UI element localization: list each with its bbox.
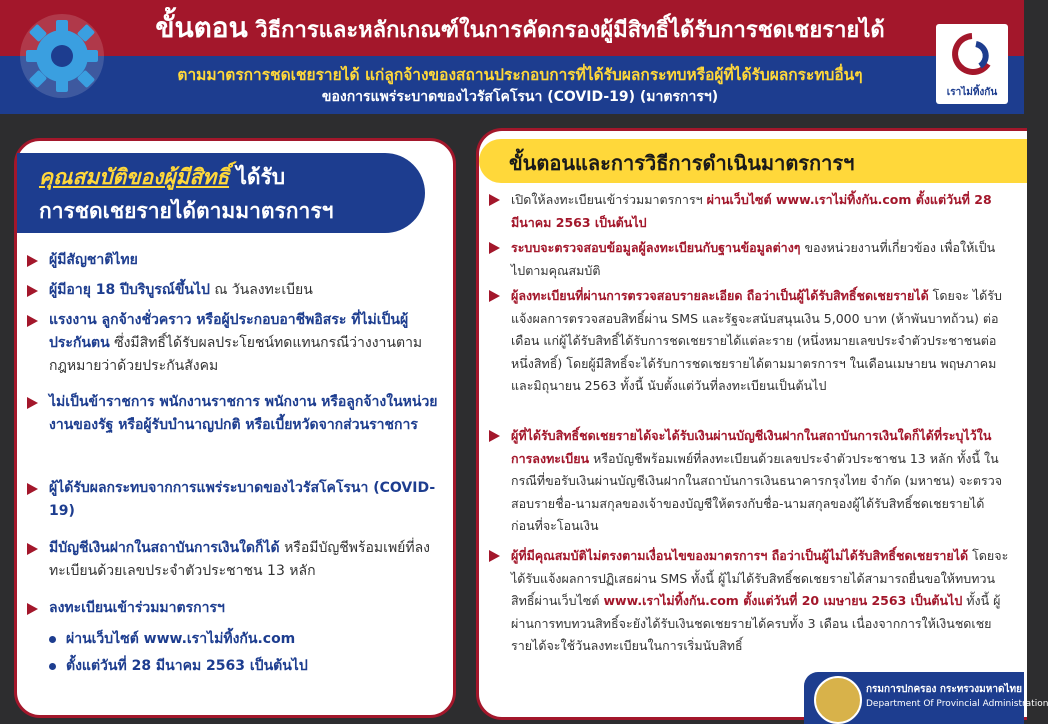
eligibility-heading-emphasis: คุณสมบัติของผู้มีสิทธิ์ — [39, 165, 230, 189]
arrow-bullet-icon — [27, 543, 38, 555]
arrow-bullet-icon — [27, 315, 38, 327]
procedure-step: ผู้ที่มีคุณสมบัติไม่ตรงตามเงื่อนไขของมาตรการฯ ถือว่าเป็นผู้ไม่ได้รับสิทธิ์ชดเชยรายได้ โดยจะได้รับแจ้งผลการปฏิเสธผ่าน SMS ทั้งนี้ ผู้ไม่ได้รับสิทธิ์ชดเชยรายได้สามารถยื่นขอให้ทบทวนสิทธิ์ผ่านเว็บไซต์ www.เราไม่ทิ้งกัน.com ตั้งแต่วันที่ 20 เมษายน 2563 เป็นต้นไป ทั้งนี้ ผู้ผ่านการทบทวนสิทธิ์จะยังได้รับเงินชดเชยรายได้ครบทั้ง 3 เดือน เนื่องจากการให้เงินชดเชยรายได้จะใช้วันลงทะเบียนในการเริ่มนับสิทธิ์ — [489, 545, 1009, 658]
page-subtitle-2: ของการแพร่ระบาดของไวรัสโคโรนา (COVID-19) (มาตรการฯ) — [321, 89, 719, 105]
eligibility-heading-line2: การชดเชยรายได้ตามมาตรการฯ — [39, 199, 334, 223]
eligibility-item: มีบัญชีเงินฝากในสถาบันการเงินใดก็ได้ หรือมีบัญชีพร้อมเพย์ที่ลงทะเบียนด้วยเลขประจำตัวประชาชน 13 หลัก — [27, 537, 441, 583]
arrow-bullet-icon — [27, 397, 38, 409]
arrow-bullet-icon — [27, 285, 38, 297]
page-title — [120, 6, 920, 50]
arrow-bullet-icon — [27, 255, 38, 267]
eligibility-heading-banner — [17, 153, 425, 233]
eligibility-heading-rest: ได้รับ — [229, 165, 286, 189]
procedure-panel — [476, 128, 1027, 720]
arrow-bullet-icon — [27, 483, 38, 495]
eligibility-panel — [14, 138, 456, 718]
campaign-logo-text: เราไม่ทิ้งกัน — [946, 87, 998, 98]
registration-start-date: ตั้งแต่วันที่ 28 มีนาคม 2563 เป็นต้นไป — [49, 655, 308, 677]
procedure-step: เปิดให้ลงทะเบียนเข้าร่วมมาตรการฯ ผ่านเว็บไซต์ www.เราไม่ทิ้งกัน.com ตั้งแต่วันที่ 28 มีนาคม 2563 เป็นต้นไป — [489, 189, 1009, 234]
registration-website: ผ่านเว็บไซต์ www.เราไม่ทิ้งกัน.com — [49, 628, 295, 650]
eligibility-item: ผู้ได้รับผลกระทบจากการแพร่ระบาดของไวรัสโคโรนา (COVID-19) — [27, 477, 441, 523]
eligibility-item: ผู้มีอายุ 18 ปีบริบูรณ์ขึ้นไป ณ วันลงทะเบียน — [27, 279, 441, 302]
title-rest: วิธีการและหลักเกณฑ์ในการคัดกรองผู้มีสิทธิ์ได้รับการชดเชยรายได้ — [247, 18, 885, 43]
procedure-step: ผู้ลงทะเบียนที่ผ่านการตรวจสอบรายละเอียด ถือว่าเป็นผู้ได้รับสิทธิ์ชดเชยรายได้ โดยจะ ได้รับแจ้งผลการตรวจสอบสิทธิ์ผ่าน SMS และรัฐจะสนับสนุนเงิน 5,000 บาท (ห้าพันบาทถ้วน) ต่อเดือน แก่ผู้ได้รับสิทธิ์ได้รับการชดเชยรายได้แต่ละราย (หนึ่งหมายเลขประจำตัวประชาชนต่อหนึ่งสิทธิ์) โดยผู้มีสิทธิ์จะได้รับการชดเชยรายได้ตามมาตรการฯ ในเดือนเมษายน พฤษภาคม และมิถุนายน 2563 ทั้งนี้ นับตั้งแต่วันที่ลงทะเบียนเป็นต้นไป — [489, 285, 1009, 398]
eligibility-item: แรงงาน ลูกจ้างชั่วคราว หรือผู้ประกอบอาชีพอิสระ ที่ไม่เป็นผู้ประกันตน ซึ่งมีสิทธิ์ได้รับผลประโยชน์ทดแทนกรณีว่างงานตามกฎหมายว่าด้วยประกันสังคม — [27, 309, 441, 378]
procedure-heading-banner — [479, 139, 1027, 183]
department-seal-icon — [814, 676, 862, 724]
procedure-heading: ขั้นตอนและการวิธีการดำเนินมาตรการฯ — [509, 151, 855, 175]
arrow-bullet-icon — [489, 242, 500, 254]
arrow-bullet-icon — [489, 194, 500, 206]
arrow-bullet-icon — [489, 290, 500, 302]
arrow-bullet-icon — [489, 430, 500, 442]
campaign-logo — [936, 24, 1008, 104]
procedure-step: ระบบจะตรวจสอบข้อมูลผู้ลงทะเบียนกับฐานข้อมูลต่างๆ ของหน่วยงานที่เกี่ยวข้อง เพื่อให้เป็นไปตามคุณสมบัติ — [489, 237, 1009, 282]
arrow-bullet-icon — [489, 550, 500, 562]
title-highlight: ขั้นตอน — [155, 11, 248, 44]
eligibility-item: ไม่เป็นข้าราชการ พนักงานราชการ พนักงาน หรือลูกจ้างในหน่วยงานของรัฐ หรือผู้รับบำนาญปกติ หรือเบี้ยหวัดจากส่วนราชการ — [27, 391, 441, 437]
arrow-bullet-icon — [27, 603, 38, 615]
campaign-logo-icon — [936, 24, 1008, 84]
department-footer — [804, 672, 1048, 724]
department-name-th: กรมการปกครอง กระทรวงมหาดไทย — [866, 684, 1022, 695]
eligibility-item: ผู้มีสัญชาติไทย — [27, 249, 441, 272]
procedure-step: ผู้ที่ได้รับสิทธิ์ชดเชยรายได้จะได้รับเงินผ่านบัญชีเงินฝากในสถาบันการเงินใดก็ได้ที่ระบุไว้ในการลงทะเบียน หรือบัญชีพร้อมเพย์ที่ลงทะเบียนด้วยเลขประจำตัวประชาชน 13 หลัก ทั้งนี้ ในกรณีที่ขอรับเงินผ่านบัญชีเงินฝากในสถาบันการเงินธนาคารกรุงไทย จำกัด (มหาชน) จะตรวจสอบรายชื่อ-นามสกุลของเจ้าของบัญชีให้ตรงกับชื่อ-นามสกุลของผู้ได้รับสิทธิ์ชดเชยรายได้ ก่อนที่จะโอนเงิน — [489, 425, 1009, 538]
dot-bullet-icon — [49, 663, 56, 670]
department-name-en: Department Of Provincial Administration — [866, 699, 1048, 709]
eligibility-item: ลงทะเบียนเข้าร่วมมาตรการฯ — [27, 597, 441, 620]
dot-bullet-icon — [49, 636, 56, 643]
eligibility-heading-line1 — [39, 161, 285, 194]
page-subtitle-1: ตามมาตรการชดเชยรายได้ แก่ลูกจ้างของสถานประกอบการที่ได้รับผลกระทบหรือผู้ที่ได้รับผลกระทบอื่นๆ — [177, 66, 863, 84]
gear-icon — [18, 8, 106, 104]
